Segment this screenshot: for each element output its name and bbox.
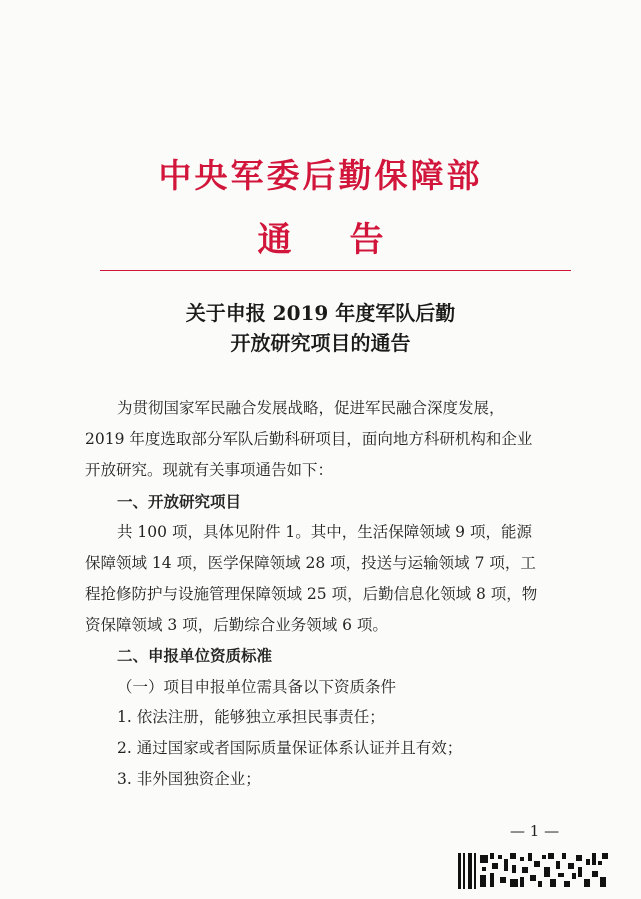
qr-strip-icon bbox=[458, 853, 608, 889]
section-1-line-1: 共 100 项，具体见附件 1。其中，生活保障领域 9 项，能源 bbox=[117, 523, 532, 541]
issuing-organization: 中央军委后勤保障部 bbox=[158, 156, 483, 195]
intro-line-1: 为贯彻国家军民融合发展战略，促进军民融合深度发展， bbox=[117, 399, 505, 417]
section-1-line-3: 程抢修防护与设施管理保障领域 25 项，后勤信息化领域 8 项，物 bbox=[85, 585, 538, 603]
document-title-line-2: 开放研究项目的通告 bbox=[230, 331, 411, 355]
notice-char-1: 通 bbox=[257, 220, 292, 260]
intro-line-2: 2019 年度选取部分军队后勤科研项目，面向地方科研机构和企业 bbox=[85, 430, 533, 448]
notice-char-2: 告 bbox=[349, 220, 384, 260]
section-1-line-4: 资保障领域 3 项，后勤综合业务领域 6 项。 bbox=[85, 616, 388, 634]
page-number: — 1 — bbox=[510, 822, 560, 840]
condition-1: 1. 依法注册，能够独立承担民事责任； bbox=[117, 708, 385, 726]
document-title bbox=[0, 298, 641, 358]
section-1-line-2: 保障领域 14 项，医学保障领域 28 项，投送与运输领域 7 项，工 bbox=[85, 554, 536, 572]
condition-2: 2. 通过国家或者国际质量保证体系认证并且有效； bbox=[117, 739, 463, 757]
section-2-heading: 二、申报单位资质标准 bbox=[117, 647, 273, 665]
document-title-line-1: 关于申报 2019 年度军队后勤 bbox=[185, 301, 456, 325]
intro-line-3: 开放研究。现就有关事项通告如下： bbox=[85, 461, 334, 479]
condition-3: 3. 非外国独资企业； bbox=[117, 770, 261, 788]
notice-heading bbox=[0, 212, 641, 261]
subsection-1-heading: （一）项目申报单位需具备以下资质条件 bbox=[117, 678, 397, 696]
red-divider bbox=[100, 270, 571, 271]
section-1-heading: 一、开放研究项目 bbox=[117, 493, 242, 511]
